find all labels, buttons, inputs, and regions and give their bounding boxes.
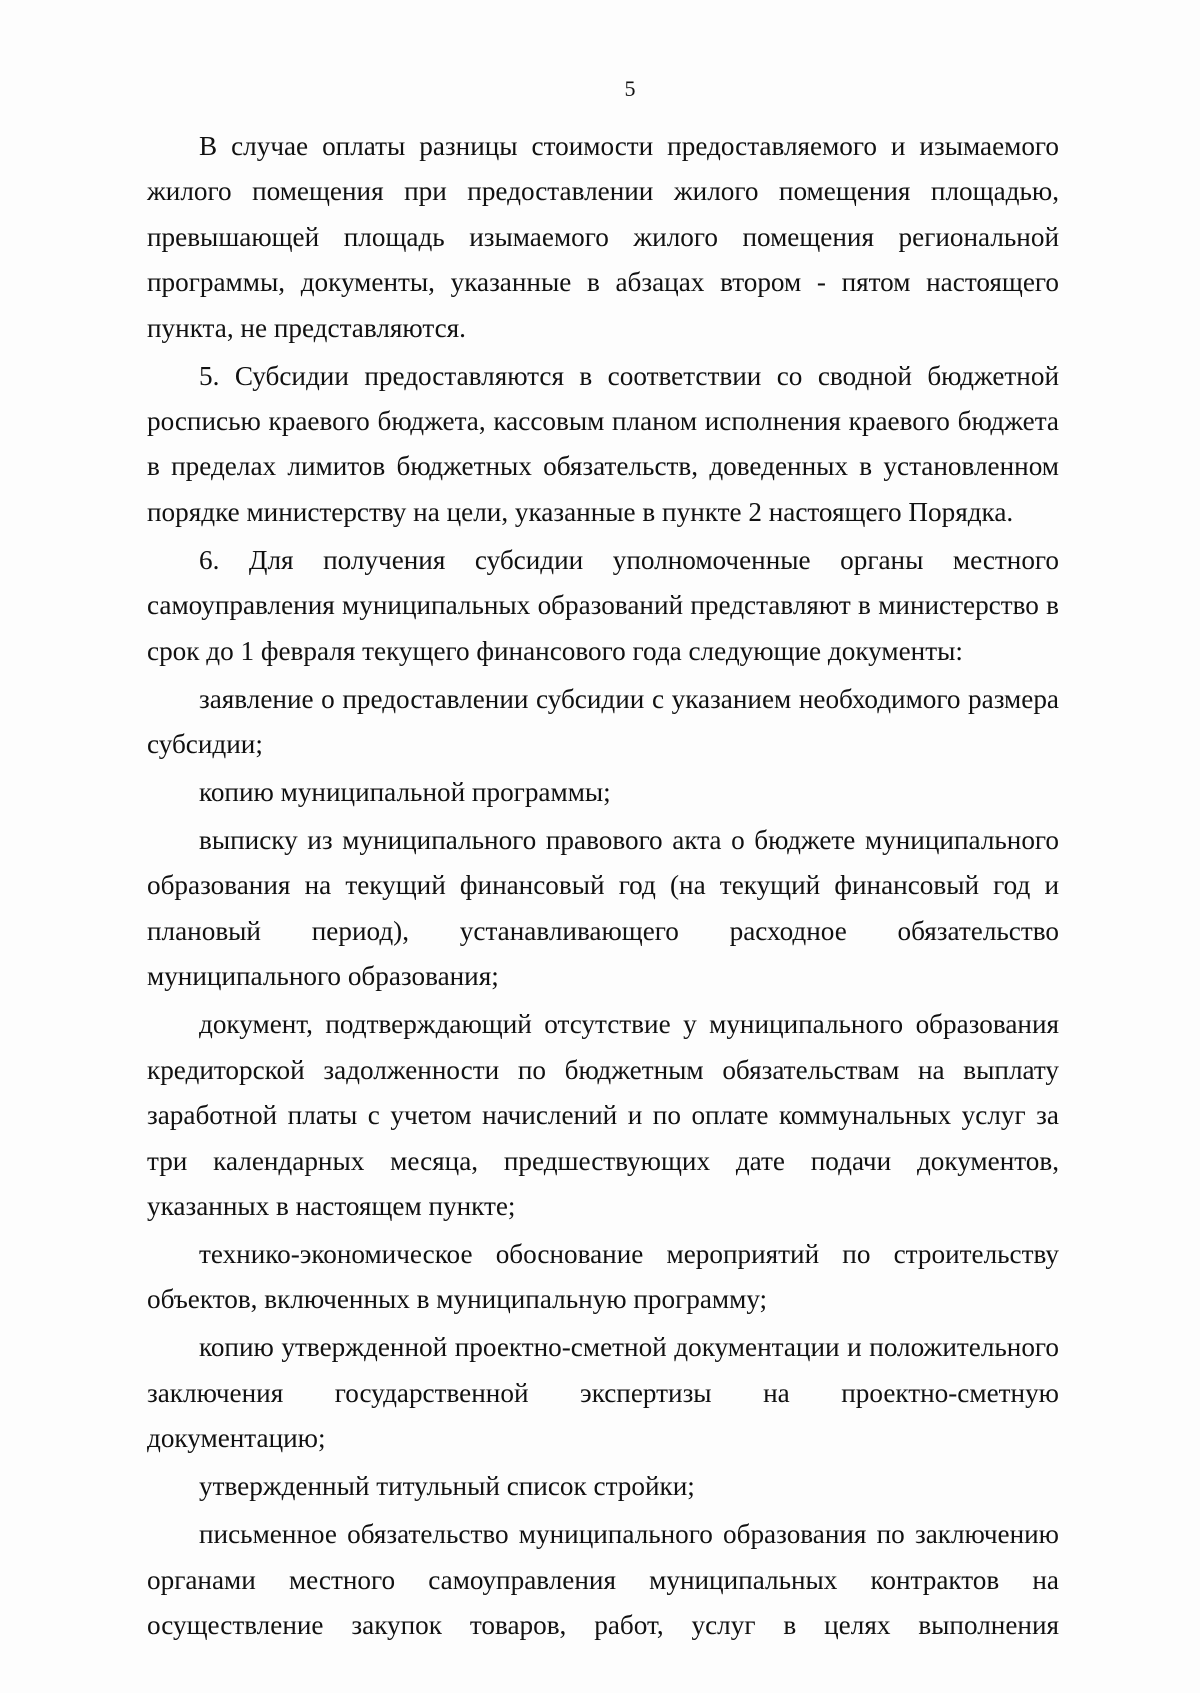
paragraph: письменное обязательство муниципального образования по заключению органами местного самоуправления муниципальных контрактов на осуществление закупок товаров, работ, услуг в целях выполнения (147, 1519, 1059, 1640)
paragraph: выписку из муниципального правового акта о бюджете муниципального образования на текущий финансовый год (на текущий финансовый год и плановый период), устанавливающего расходное обязательство муниципального образования; (147, 825, 1059, 992)
document-body (147, 124, 1059, 1651)
paragraph: утвержденный титульный список стройки; (199, 1471, 695, 1502)
paragraph: В случае оплаты разницы стоимости предоставляемого и изымаемого жилого помещения при предоставлении жилого помещения площадью, превышающей площадь изымаемого жилого помещения региональной программы, документы, указанные в абзацах втором - пятом настоящего пункта, не представляются. (147, 131, 1059, 343)
paragraph: копию муниципальной программы; (199, 777, 611, 808)
paragraph: технико-экономическое обоснование мероприятий по строительству объектов, включенных в муниципальную программу; (147, 1238, 1059, 1315)
paragraph: 6. Для получения субсидии уполномоченные органы местного самоуправления муниципальных образований представляют в министерство в срок до 1 февраля текущего финансового года следующие документы: (147, 544, 1059, 666)
paragraph: документ, подтверждающий отсутствие у муниципального образования кредиторской задолженности по бюджетным обязательствам на выплату заработной платы с учетом начислений и по оплате коммунальных услуг за три календарных месяца, предшествующих дате подачи документов, указанных в настоящем пункте; (147, 1009, 1059, 1221)
paragraph: заявление о предоставлении субсидии с указанием необходимого размера субсидии; (147, 683, 1059, 760)
paragraph: 5. Субсидии предоставляются в соответствии со сводной бюджетной росписью краевого бюджета, кассовым планом исполнения краевого бюджета в пределах лимитов бюджетных обязательств, доведенных в установленном порядке министерству на цели, указанные в пункте 2 настоящего Порядка. (147, 360, 1059, 527)
page-number: 5 (624, 76, 636, 101)
paragraph: копию утвержденной проектно-сметной документации и положительного заключения государственной экспертизы на проектно-сметную документацию; (147, 1332, 1059, 1454)
